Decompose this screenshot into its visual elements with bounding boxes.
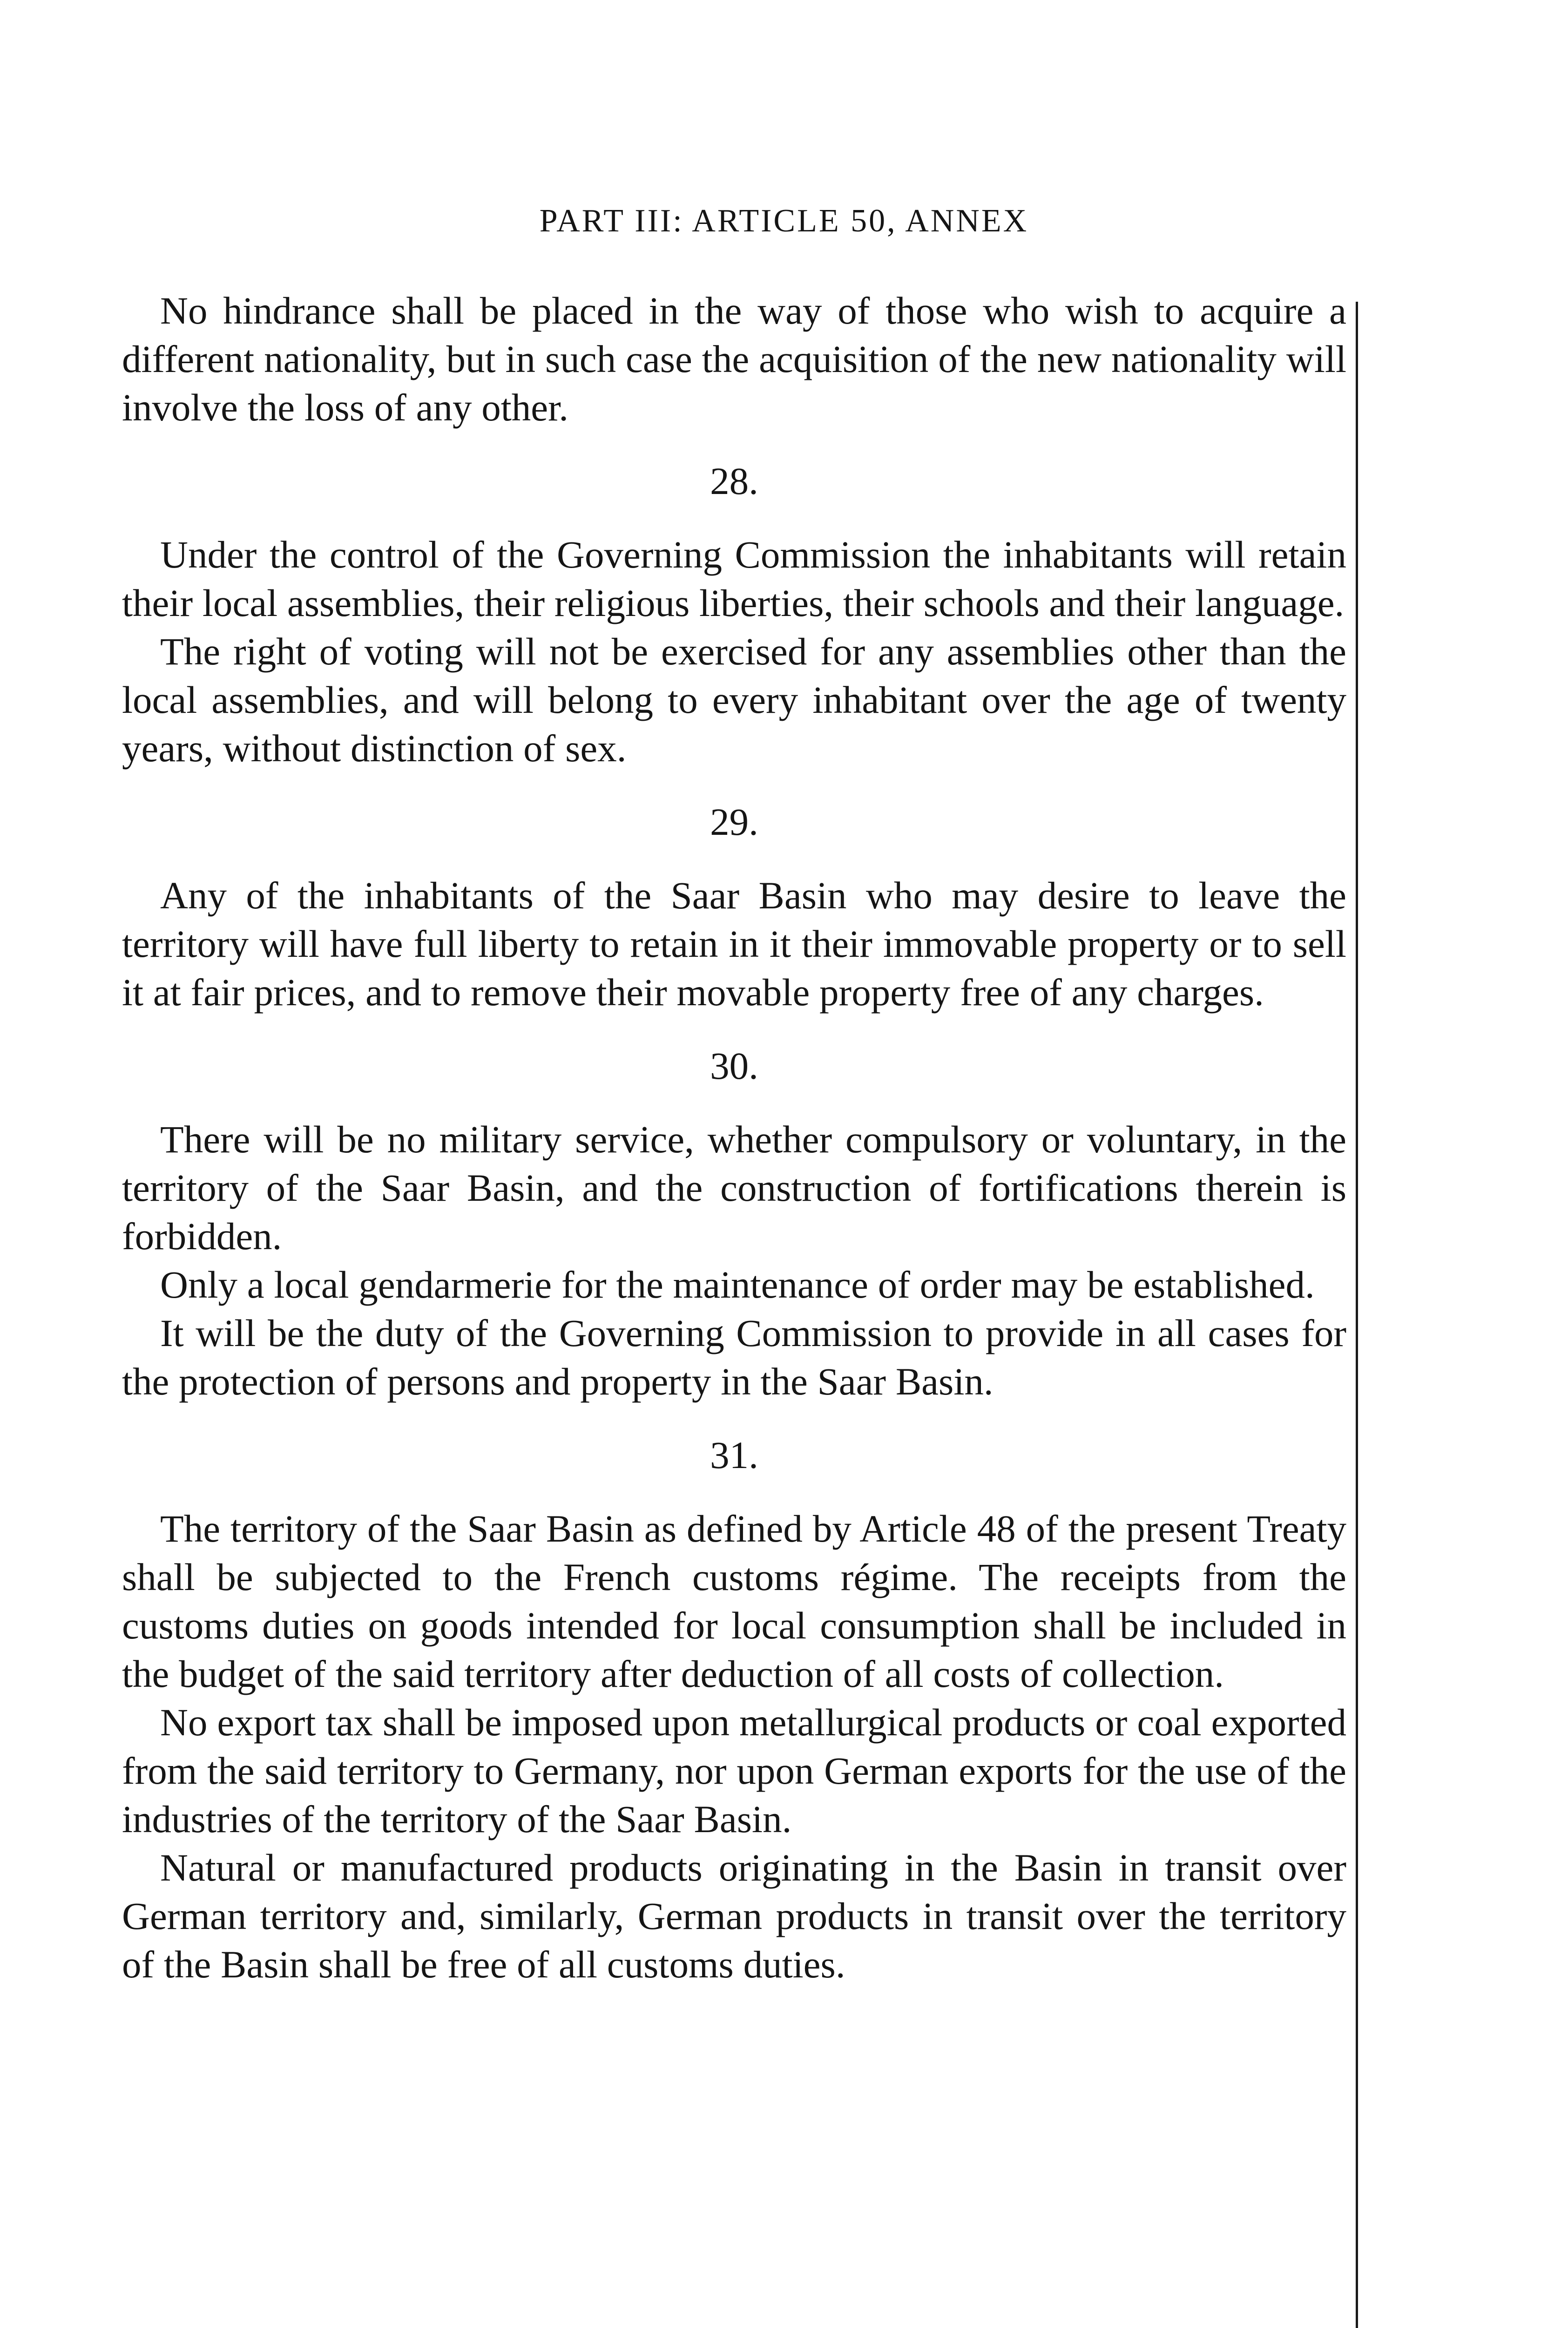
- paragraph-right-of-voting: The right of voting will not be exercised for any assemblies other than the local assemblies, and will belong to every inhabitant over the age of twenty years, without distinction of sex.: [122, 630, 1346, 770]
- section-heading-30: 30.: [710, 1044, 758, 1087]
- paragraph-protection: It will be the duty of the Governing Commission to provide in all cases for the protection of persons and property in the Saar Basin.: [122, 1312, 1346, 1403]
- paragraph-leaving-territory: Any of the inhabitants of the Saar Basin who may desire to leave the territory will have full liberty to retain in it their immovable property or to sell it at fair prices, and to remove their movable property free of any charges.: [122, 874, 1346, 1014]
- paragraph-local-assemblies: Under the control of the Governing Commission the inhabitants will retain their local assemblies, their religious liberties, their schools and their language.: [122, 533, 1346, 624]
- section-heading-31: 31.: [710, 1434, 758, 1476]
- paragraph-export-tax: No export tax shall be imposed upon metallurgical products or coal exported from the said territory to Germany, nor upon German exports for the use of the industries of the territory of the Saar Basin.: [122, 1701, 1346, 1841]
- section-heading-28: 28.: [710, 460, 758, 502]
- margin-rule: [1356, 302, 1358, 2328]
- text-column: [122, 286, 1346, 1989]
- paragraph-military-service: There will be no military service, whether compulsory or voluntary, in the territory of the Saar Basin, and the construction of fortifications therein is forbidden.: [122, 1118, 1346, 1258]
- paragraph-customs-regime: The territory of the Saar Basin as defined by Article 48 of the present Treaty shall be subjected to the French customs régime. The receipts from the customs duties on goods intended for local consumption shall be included in the budget of the said territory after deduction of all costs of collection.: [122, 1507, 1346, 1695]
- paragraph-gendarmerie: Only a local gendarmerie for the maintenance of order may be established.: [160, 1263, 1315, 1306]
- paragraph-transit: Natural or manufactured products originating in the Basin in transit over German territory and, similarly, German products in transit over the territory of the Basin shall be free of all customs duties.: [122, 1846, 1346, 1986]
- running-head: PART III: ARTICLE 50, ANNEX: [539, 203, 1029, 239]
- section-heading-29: 29.: [710, 800, 758, 843]
- paragraph-nationality: No hindrance shall be placed in the way of those who wish to acquire a different nationality, but in such case the acquisition of the new nationality will involve the loss of any other.: [122, 289, 1346, 429]
